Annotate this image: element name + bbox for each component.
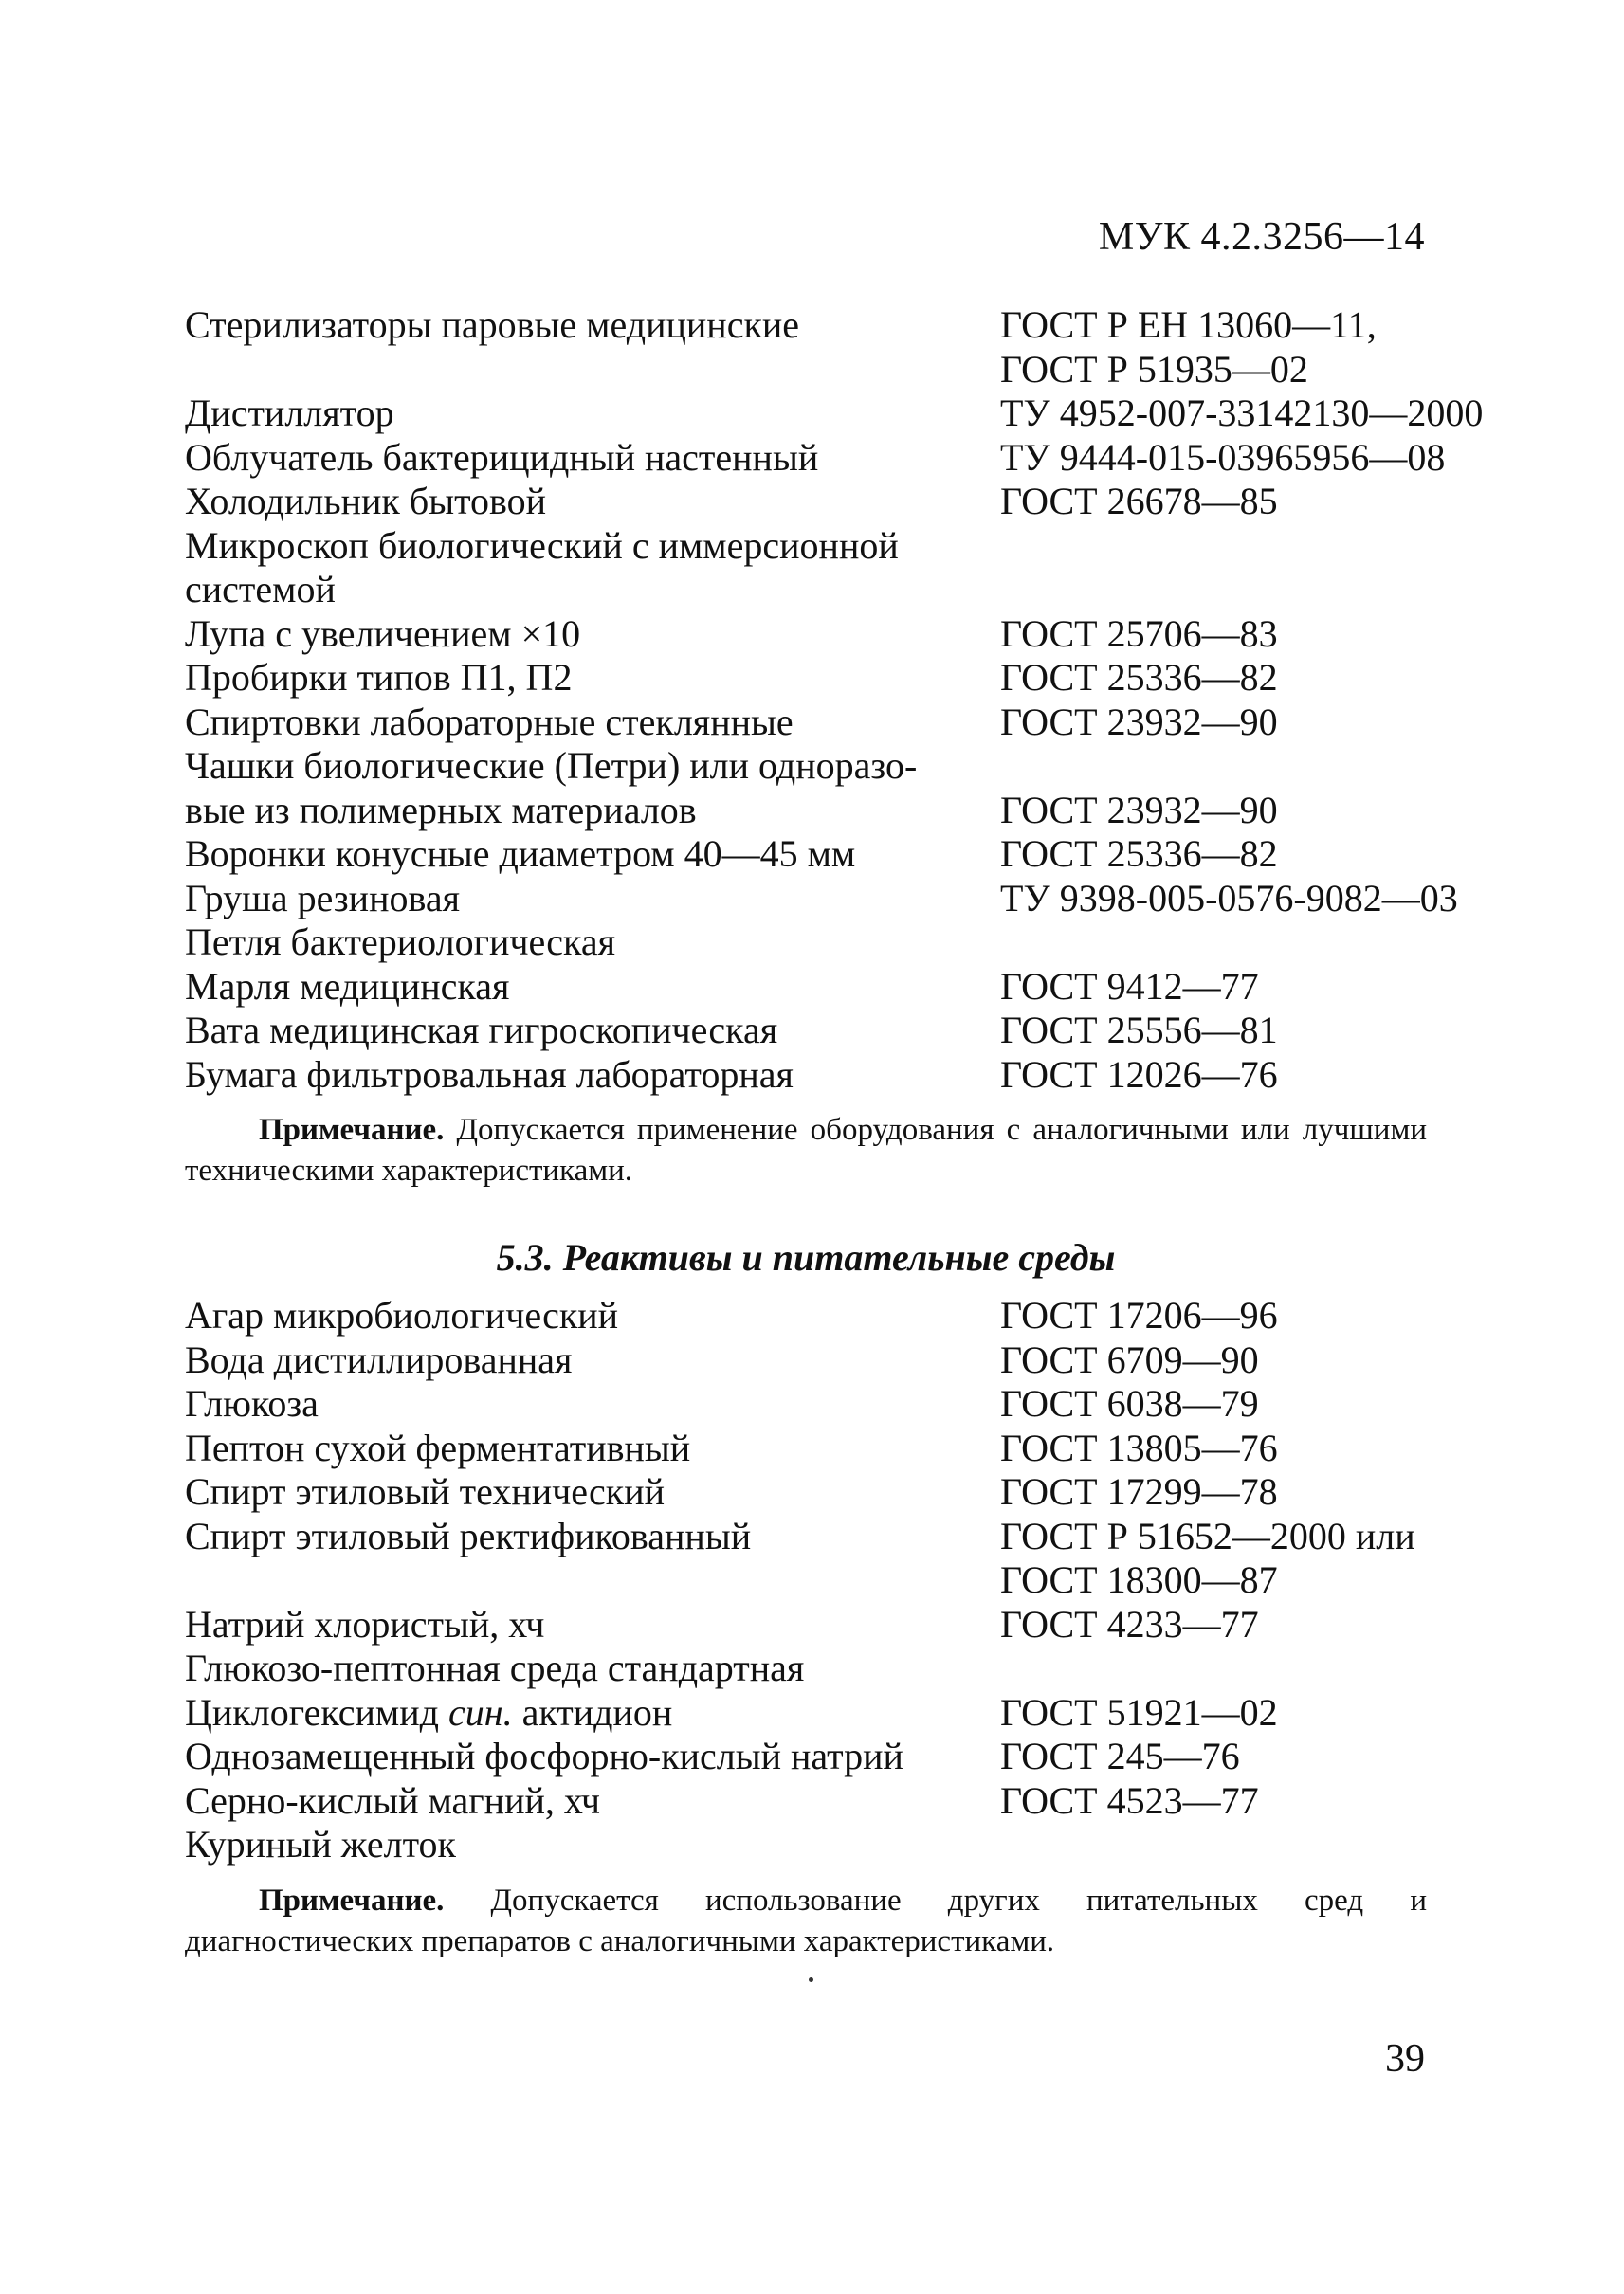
reagents-list — [185, 1294, 1493, 1867]
item-standard: ГОСТ 25706—83 — [1000, 611, 1278, 655]
item-standard: ГОСТ 6709—90 — [1000, 1338, 1259, 1381]
item-standard: ГОСТ 6038—79 — [1000, 1382, 1259, 1425]
item-name — [185, 1691, 1000, 1736]
note-label: Примечание. — [259, 1113, 445, 1147]
list-item — [185, 1427, 1493, 1471]
item-standard: ГОСТ 25556—81 — [1000, 1009, 1278, 1051]
list-item — [185, 701, 1493, 745]
item-name: Воронки конусные диаметром 40—45 мм — [185, 832, 856, 875]
item-standard: ГОСТ 26678—85 — [1000, 480, 1278, 522]
item-standard: ГОСТ 23932—90 — [1000, 700, 1278, 743]
item-standard: ГОСТ 17299—78 — [1000, 1470, 1278, 1513]
item-name: Вата медицинская гигроскопическая — [185, 1009, 778, 1051]
list-item — [185, 480, 1493, 524]
equipment-list — [185, 303, 1493, 1097]
item-standard: ТУ 9398-005-0576-9082—03 — [1000, 876, 1458, 919]
item-name-part: актидион — [512, 1690, 673, 1734]
list-item — [185, 348, 1493, 392]
item-name: Вода дистиллированная — [185, 1338, 573, 1381]
item-standard: ГОСТ Р ЕН 13060—11, — [1000, 303, 1377, 346]
list-item — [185, 1735, 1493, 1779]
reagents-note — [185, 1881, 1427, 1962]
item-standard: ГОСТ 245—76 — [1000, 1735, 1240, 1777]
list-item — [185, 1053, 1493, 1098]
list-item — [185, 1823, 1493, 1867]
item-name: Глюкоза — [185, 1382, 319, 1425]
list-item — [185, 1603, 1493, 1648]
list-item — [185, 1515, 1493, 1559]
item-name: вые из полимерных материалов — [185, 788, 697, 831]
item-name: Однозамещенный фосфорно-кислый натрий — [185, 1735, 903, 1777]
list-item — [185, 303, 1493, 348]
item-name: Пептон сухой ферментативный — [185, 1426, 691, 1469]
list-item — [185, 612, 1493, 657]
list-item — [185, 524, 1493, 569]
equipment-note — [185, 1110, 1427, 1192]
list-item — [185, 1691, 1493, 1736]
item-name: Облучатель бактерицидный настенный — [185, 435, 819, 479]
item-name: Лупа с увеличением ×10 — [185, 611, 581, 655]
item-name: Бумага фильтровальная лабораторная — [185, 1052, 794, 1096]
item-standard: ГОСТ 23932—90 — [1000, 788, 1278, 831]
list-item — [185, 1779, 1493, 1824]
item-standard: ГОСТ 25336—82 — [1000, 656, 1278, 699]
list-item — [185, 1009, 1493, 1053]
item-name-synonym-marker: син. — [448, 1690, 513, 1734]
item-standard: ГОСТ 25336—82 — [1000, 832, 1278, 875]
section-title: 5.3. Реактивы и питательные среды — [496, 1236, 1116, 1279]
list-item — [185, 568, 1493, 612]
item-name: Глюкозо-пептонная среда стандартная — [185, 1647, 805, 1689]
item-name-part: Циклогексимид — [185, 1690, 448, 1734]
list-item — [185, 789, 1493, 833]
item-name: Спиртовки лабораторные стеклянные — [185, 700, 794, 743]
item-standard: ГОСТ 12026—76 — [1000, 1052, 1278, 1096]
item-standard: ГОСТ 51921—02 — [1000, 1690, 1278, 1734]
item-name: системой — [185, 568, 336, 610]
item-standard: ТУ 9444-015-03965956—08 — [1000, 435, 1446, 479]
note-label: Примечание. — [259, 1883, 445, 1918]
note-text: Допускается применение оборудования с аналогичными или лучшими техническими характеристиками. — [185, 1113, 1427, 1188]
item-name: Микроскоп биологический с иммерсионной — [185, 523, 899, 567]
page-content — [185, 303, 1493, 1962]
list-item — [185, 391, 1493, 436]
item-standard: ГОСТ Р 51935—02 — [1000, 347, 1308, 391]
note-text: Допускается использование других питательных сред и диагностических препаратов с аналогичными характеристиками. — [185, 1883, 1427, 1958]
scan-speck — [809, 1977, 813, 1982]
list-item — [185, 1382, 1493, 1427]
list-item — [185, 656, 1493, 701]
item-name: Куриный желток — [185, 1823, 456, 1866]
item-standard: ГОСТ Р 51652—2000 или — [1000, 1514, 1415, 1557]
item-standard: ГОСТ 18300—87 — [1000, 1558, 1278, 1601]
list-item — [185, 1338, 1493, 1383]
list-item — [185, 965, 1493, 1010]
list-item — [185, 920, 1493, 965]
list-item — [185, 832, 1493, 877]
item-standard: ГОСТ 9412—77 — [1000, 964, 1259, 1008]
list-item — [185, 1470, 1493, 1515]
list-item — [185, 877, 1493, 921]
item-name: Спирт этиловый технический — [185, 1470, 666, 1513]
item-name: Холодильник бытовой — [185, 480, 547, 522]
document-code-header: МУК 4.2.3256—14 — [1098, 215, 1425, 259]
item-name: Чашки биологические (Петри) или одноразо- — [185, 744, 918, 787]
item-name: Стерилизаторы паровые медицинские — [185, 303, 800, 346]
item-name: Груша резиновая — [185, 876, 460, 919]
item-standard: ГОСТ 17206—96 — [1000, 1294, 1278, 1337]
item-name: Серно-кислый магний, хч — [185, 1778, 601, 1822]
item-standard: ГОСТ 4523—77 — [1000, 1778, 1259, 1822]
item-name: Дистиллятор — [185, 391, 394, 434]
item-standard: ГОСТ 13805—76 — [1000, 1426, 1278, 1469]
item-name: Петля бактериологическая — [185, 920, 615, 963]
item-name: Пробирки типов П1, П2 — [185, 656, 573, 699]
item-name: Спирт этиловый ректификованный — [185, 1514, 752, 1557]
list-item — [185, 1294, 1493, 1338]
item-standard: ТУ 4952-007-33142130—2000 — [1000, 391, 1484, 434]
page-number: 39 — [1385, 2037, 1425, 2081]
list-item — [185, 436, 1493, 481]
item-standard: ГОСТ 4233—77 — [1000, 1602, 1259, 1646]
list-item — [185, 744, 1493, 789]
item-name: Агар микробиологический — [185, 1294, 619, 1337]
item-name: Натрий хлористый, хч — [185, 1602, 545, 1646]
list-item — [185, 1647, 1493, 1691]
item-name: Марля медицинская — [185, 964, 510, 1008]
list-item — [185, 1558, 1493, 1603]
